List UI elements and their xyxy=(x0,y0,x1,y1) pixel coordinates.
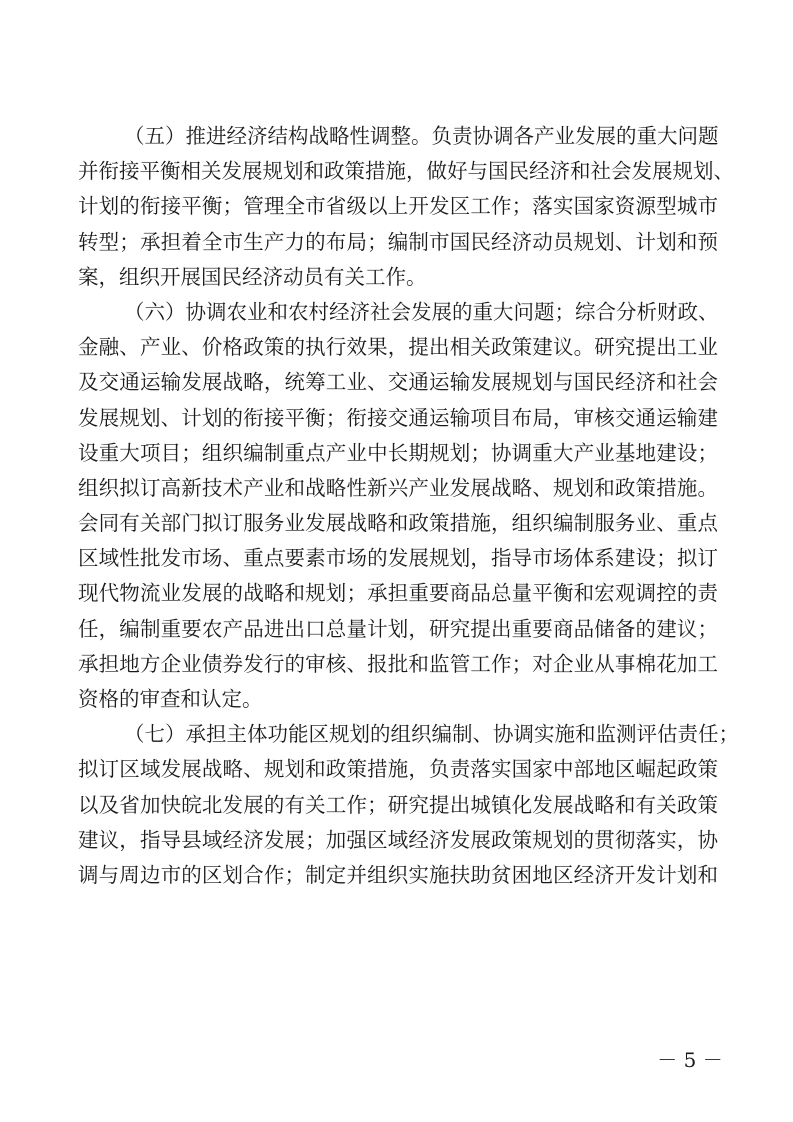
text-line: 会同有关部门拟订服务业发展战略和政策措施，组织编制服务业、重点 xyxy=(78,511,718,536)
text-line: （七）承担主体功能区规划的组织编制、协调实施和监测评估责任； xyxy=(124,722,739,747)
text-line: 建议，指导县域经济发展；加强区域经济发展政策规划的贯彻落实，协 xyxy=(78,827,718,852)
text-line: 承担地方企业债券发行的审核、报批和监管工作；对企业从事棉花加工 xyxy=(78,651,718,676)
text-line: 任，编制重要农产品进出口总量计划，研究提出重要商品储备的建议； xyxy=(78,616,718,641)
paragraph-7 xyxy=(78,717,739,893)
page-number: － 5 － xyxy=(657,1048,723,1072)
text-line: 拟订区域发展战略、规划和政策措施，负责落实国家中部地区崛起政策 xyxy=(78,757,718,782)
text-line: 金融、产业、价格政策的执行效果，提出相关政策建议。研究提出工业 xyxy=(78,335,718,360)
text-line: （六）协调农业和农村经济社会发展的重大问题；综合分析财政、 xyxy=(124,299,719,324)
paragraph-5 xyxy=(78,119,734,295)
text-line: 及交通运输发展战略，统筹工业、交通运输发展规划与国民经济和社会 xyxy=(78,370,718,395)
body-text xyxy=(78,119,739,893)
text-line: 资格的审查和认定。 xyxy=(78,687,263,711)
text-line: 转型；承担着全市生产力的布局；编制市国民经济动员规划、计划和预 xyxy=(78,229,718,254)
text-line: 调与周边市的区划合作；制定并组织实施扶助贫困地区经济开发计划和 xyxy=(78,862,718,887)
text-line: 并衔接平衡相关发展规划和政策措施，做好与国民经济和社会发展规划、 xyxy=(78,159,734,184)
text-line: 案，组织开展国民经济动员有关工作。 xyxy=(78,264,427,289)
text-line: 设重大项目；组织编制重点产业中长期规划；协调重大产业基地建设； xyxy=(78,440,718,465)
text-line: 组织拟订高新技术产业和战略性新兴产业发展战略、规划和政策措施。 xyxy=(78,475,718,500)
text-line: 计划的衔接平衡；管理全市省级以上开发区工作；落实国家资源型城市 xyxy=(78,194,718,219)
text-line: 以及省加快皖北发展的有关工作；研究提出城镇化发展战略和有关政策 xyxy=(78,792,718,817)
text-line: （五）推进经济结构战略性调整。负责协调各产业发展的重大问题 xyxy=(124,124,719,148)
text-line: 发展规划、计划的衔接平衡；衔接交通运输项目布局，审核交通运输建 xyxy=(78,405,718,430)
text-line: 现代物流业发展的战略和规划；承担重要商品总量平衡和宏观调控的责 xyxy=(78,581,718,606)
text-line: 区域性批发市场、重点要素市场的发展规划，指导市场体系建设；拟订 xyxy=(78,546,718,571)
paragraph-6 xyxy=(78,295,718,717)
